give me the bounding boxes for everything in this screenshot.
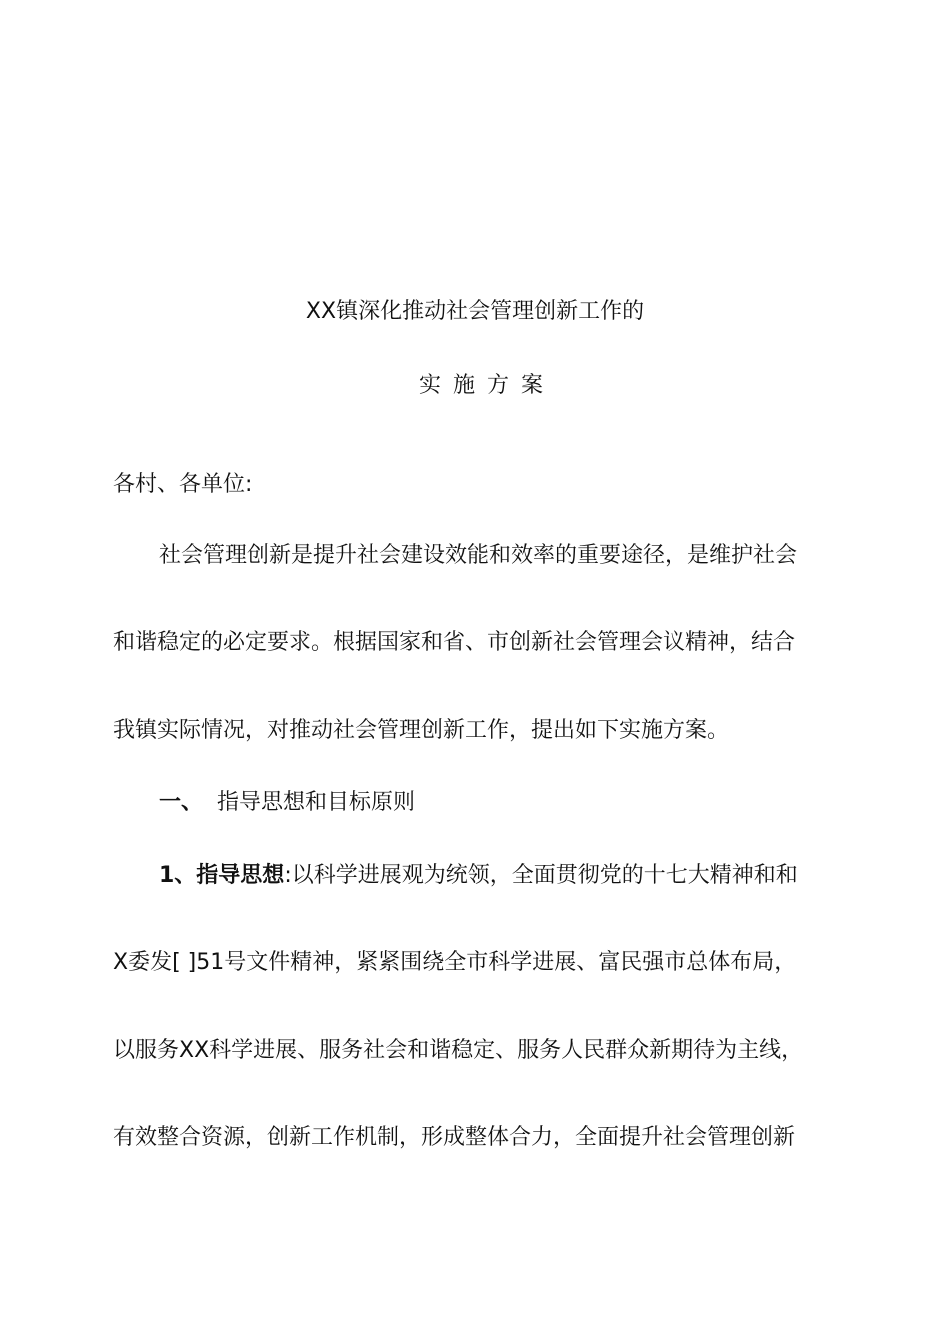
subsection-line-1: [113, 861, 899, 891]
continuation-line-3: 有效整合资源，创新工作机制，形成整体合力，全面提升社会管理创新: [113, 1125, 796, 1150]
continuation-line-1: X委发[ ]51号文件精神，紧紧围绕全市科学进展、富民强市总体布局，: [113, 950, 797, 975]
document-title-line2: 实施方案: [418, 373, 555, 398]
salutation: 各村、各单位:: [113, 472, 253, 497]
body-line-2: 和谐稳定的必定要求。根据国家和省、市创新社会管理会议精神，结合: [113, 630, 796, 655]
section-number: 一、: [159, 790, 204, 815]
body-line-3: 我镇实际情况，对推动社会管理创新工作，提出如下实施方案。: [113, 718, 730, 743]
continuation-line-2: 以服务XX科学进展、服务社会和谐稳定、服务人民群众新期待为主线，: [113, 1038, 804, 1063]
subsection-label: 1、指导思想: [159, 863, 285, 888]
document-title-line1: XX镇深化推动社会管理创新工作的: [305, 299, 645, 324]
body-line-1: 社会管理创新是提升社会建设效能和效率的重要途径，是维护社会: [159, 543, 798, 568]
section-heading-text: 指导思想和目标原则: [217, 790, 416, 815]
section-heading-1: [113, 788, 899, 818]
subsection-text: :以科学进展观为统领，全面贯彻党的十七大精神和和: [284, 863, 798, 888]
